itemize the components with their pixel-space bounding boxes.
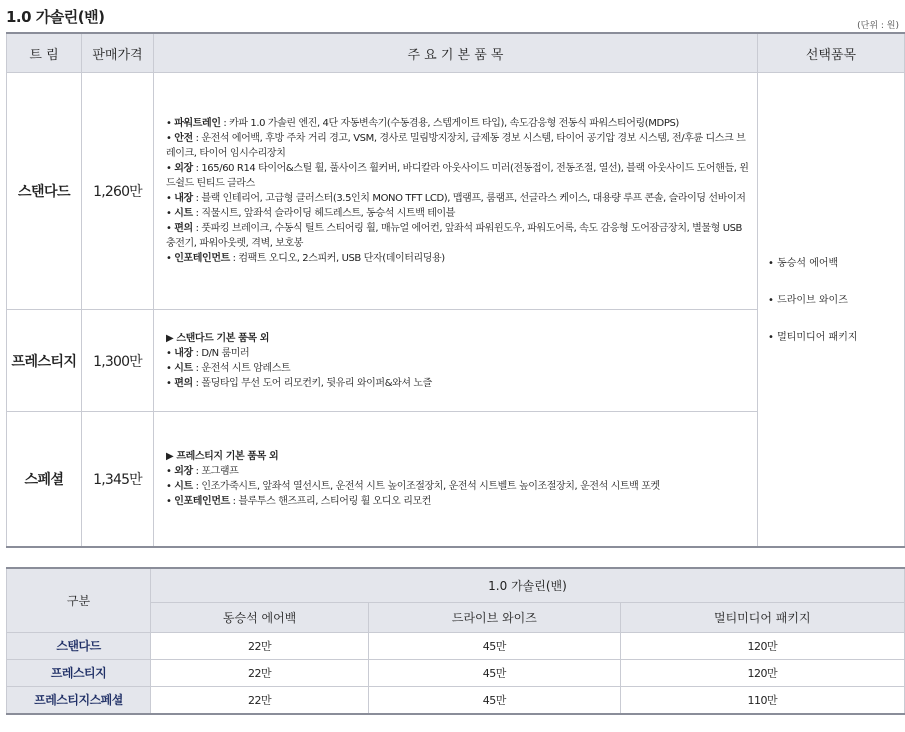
trim-spec-table — [6, 32, 905, 548]
col-option: 동승석 에어백 — [151, 602, 369, 632]
trim-price: 1,260만 — [82, 73, 154, 310]
cell-value: 45만 — [369, 659, 620, 686]
col-option: 드라이브 와이즈 — [369, 602, 620, 632]
list-item: ▶ 프레스티지 기본 품목 외 — [166, 450, 279, 462]
page-title: 1.0 가솔린(밴) — [6, 8, 105, 26]
feature-list — [154, 412, 758, 547]
col-options: 선택품목 — [758, 33, 905, 73]
trim-name: 프레스티지 — [7, 310, 82, 412]
list-item: • 편의 : 풋파킹 브레이크, 수동식 틸트 스티어링 휠, 매뉴얼 에어컨, 앞좌석 파워윈도우, 파워도어록, 속도 감응형 도어잠금장치, 별물형 USB 충전기, 파워아웃렛, 격벽, 보호봉 — [166, 223, 743, 249]
list-item: • 외장 : 포그램프 — [166, 465, 239, 477]
row-label: 프레스티지스페셜 — [7, 686, 151, 714]
list-item: • 내장 : 블랙 인테리어, 고급형 클러스터(3.5인치 MONO TFT LCD), 맵램프, 룸램프, 선글라스 케이스, 대용량 루프 콘솔, 슬라이딩 선바이저 — [166, 193, 746, 204]
table-row — [7, 632, 905, 659]
col-option: 멀티미디어 패키지 — [620, 602, 904, 632]
trim-price: 1,345만 — [82, 412, 154, 547]
option-price-table — [6, 567, 905, 715]
list-item: • 외장 : 165/60 R14 타이어&스틸 휠, 풀사이즈 휠커버, 바디칼라 아웃사이드 미러(전동접이, 전동조절, 열선), 블랙 아웃사이드 도어핸들, 윈드쉴드 틴티드 글라스 — [166, 163, 749, 189]
cell-value: 110만 — [620, 686, 904, 714]
list-item: • 시트 : 인조가죽시트, 앞좌석 열선시트, 운전석 시트 높이조절장치, 운전석 시트벨트 높이조절장치, 운전석 시트백 포켓 — [166, 480, 660, 492]
cell-value: 45만 — [369, 632, 620, 659]
list-item: • 인포테인먼트 : 컴팩트 오디오, 2스피커, USB 단자(데이터리딩용) — [166, 253, 445, 264]
table-header-row — [7, 33, 905, 73]
list-item: • 멀티미디어 패키지 — [768, 331, 858, 343]
col-trim: 트 림 — [7, 33, 82, 73]
list-item: • 시트 : 직물시트, 앞좌석 슬라이딩 헤드레스트, 동승석 시트백 테이블 — [166, 208, 456, 219]
feature-list — [154, 73, 758, 310]
group-header: 1.0 가솔린(밴) — [151, 568, 905, 602]
table-row — [7, 659, 905, 686]
row-label: 프레스티지 — [7, 659, 151, 686]
trim-price: 1,300만 — [82, 310, 154, 412]
cell-value: 120만 — [620, 659, 904, 686]
list-item: • 파워트레인 : 카파 1.0 가솔린 엔진, 4단 자동변속기(수동겸용, 스텝게이트 타입), 속도감응형 전동식 파워스티어링(MDPS) — [166, 118, 679, 129]
list-item: • 내장 : D/N 룸미러 — [166, 347, 250, 359]
list-item: • 편의 : 폴딩타입 무선 도어 리모컨키, 뒷유리 와이퍼&와셔 노즐 — [166, 377, 432, 389]
table-row — [7, 73, 905, 310]
row-label: 스탠다드 — [7, 632, 151, 659]
table-row — [7, 686, 905, 714]
list-item: ▶ 스탠다드 기본 품목 외 — [166, 332, 269, 344]
list-item: • 안전 : 운전석 에어백, 후방 주차 거리 경고, VSM, 경사로 밀림방지장치, 급제동 경보 시스템, 타이어 공기압 경보 시스템, 전/후륜 디스크 브레이크, 타이어 임시수리장치 — [166, 133, 746, 159]
list-item: • 드라이브 와이즈 — [768, 294, 848, 306]
unit-note: (단위 : 원) — [857, 21, 899, 31]
trim-name: 스페셜 — [7, 412, 82, 547]
cell-value: 22만 — [151, 659, 369, 686]
cell-value: 22만 — [151, 686, 369, 714]
feature-list — [154, 310, 758, 412]
list-item: • 동승석 에어백 — [768, 257, 839, 269]
option-list — [758, 73, 905, 547]
corner-header: 구분 — [7, 568, 151, 632]
col-price: 판매가격 — [82, 33, 154, 73]
table-header-row — [7, 568, 905, 602]
cell-value: 120만 — [620, 632, 904, 659]
trim-name: 스탠다드 — [7, 73, 82, 310]
col-features: 주 요 기 본 품 목 — [154, 33, 758, 73]
cell-value: 45만 — [369, 686, 620, 714]
list-item: • 시트 : 운전석 시트 암레스트 — [166, 362, 291, 374]
list-item: • 인포테인먼트 : 블루투스 핸즈프리, 스티어링 휠 오디오 리모컨 — [166, 495, 431, 507]
cell-value: 22만 — [151, 632, 369, 659]
